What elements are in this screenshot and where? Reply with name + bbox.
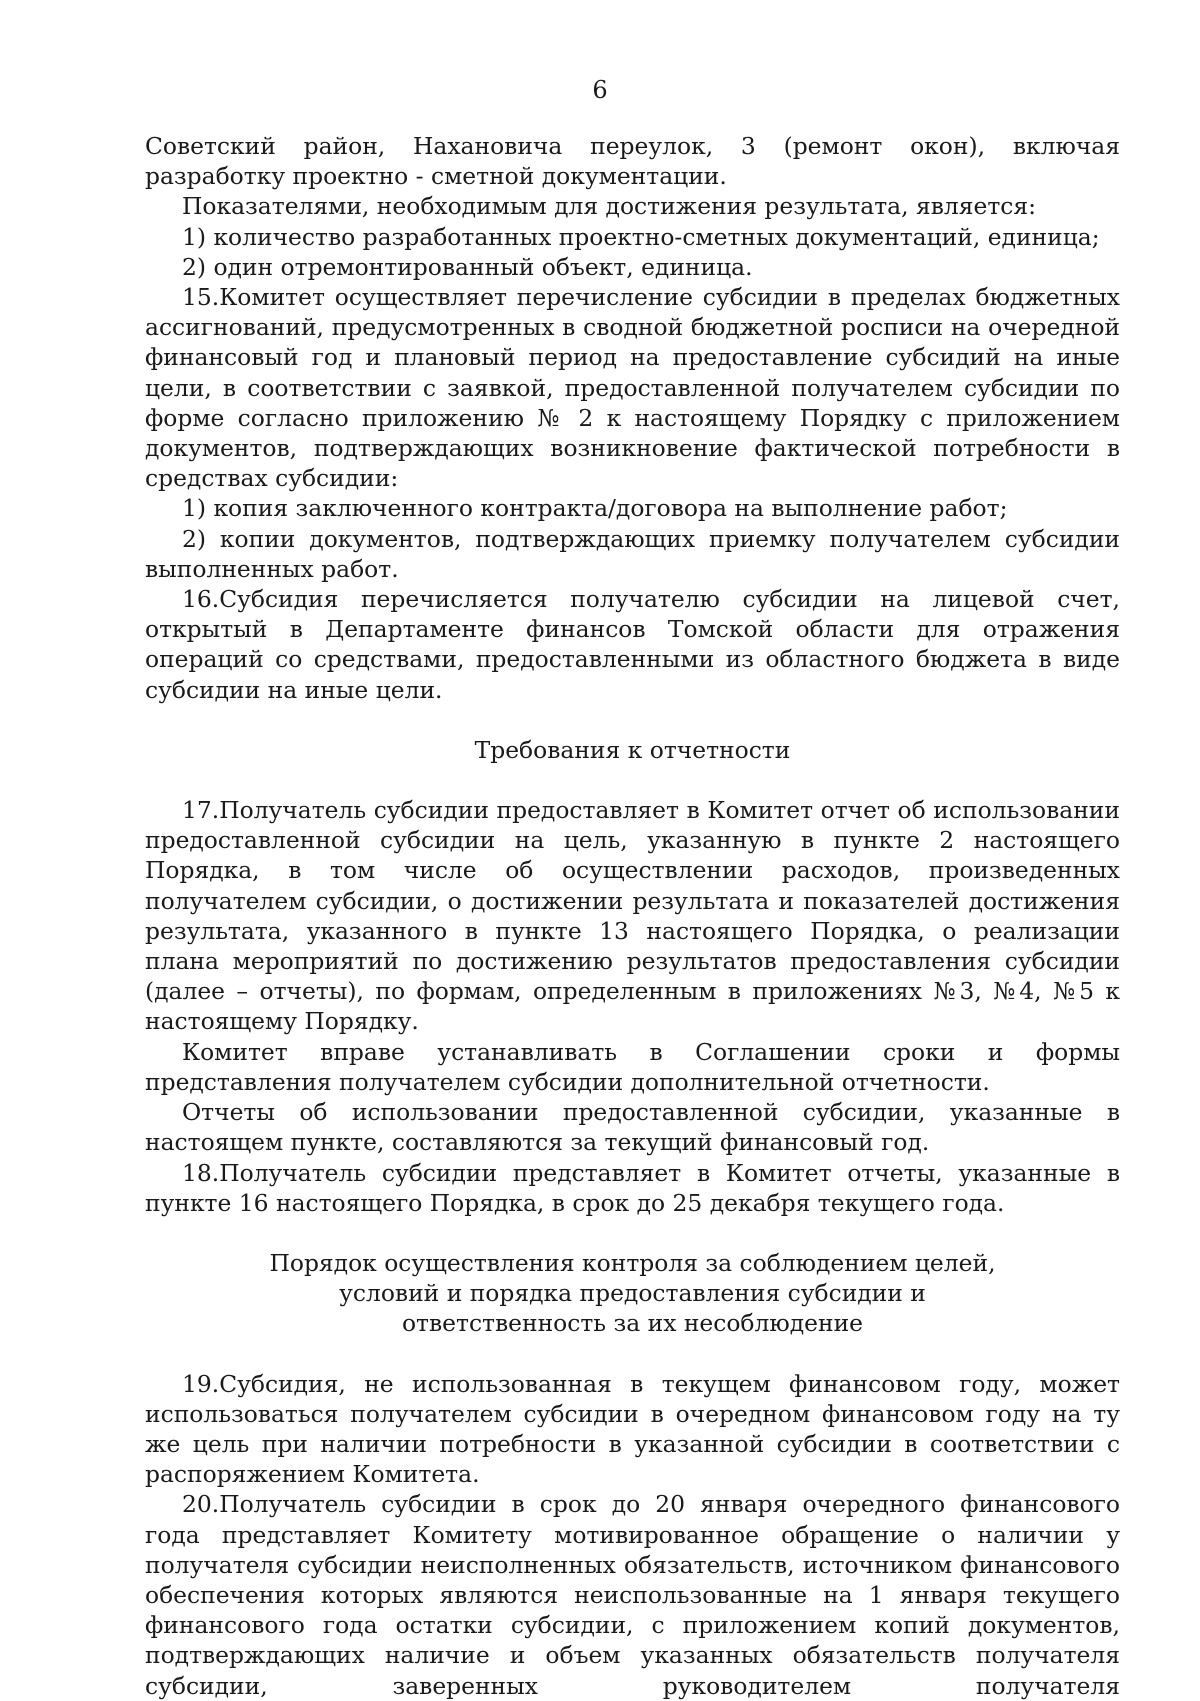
paragraph: Комитет вправе устанавливать в Соглашении сроки и формы представления получателем субсидии дополнительной отчетности.: [145, 1037, 1120, 1096]
document-body: [145, 131, 1120, 1701]
paragraph-18: 18.Получатель субсидии представляет в Комитет отчеты, указанные в пункте 16 настоящего Порядка, в срок до 25 декабря текущего года.: [145, 1158, 1120, 1217]
section-heading: Порядок осуществления контроля за соблюдением целей, условий и порядка предоставления субсидии и ответственность за их несоблюдение: [269, 1248, 996, 1338]
paragraph-20: 20.Получатель субсидии в срок до 20 января очередного финансового года представляет Комитету мотивированное обращение о наличии у получателя субсидии неисполненных обязательств, источником финансового обеспечения которых являются неиспользованные на 1 января текущего финансового года остатки субсидии, с приложением копий документов, подтверждающих наличие и объем указанных обязательств получателя субсидии, заверенных руководителем получателя: [145, 1490, 1120, 1700]
section-heading: Требования к отчетности: [474, 735, 791, 764]
section-gap: [145, 705, 1120, 735]
paragraph: Советский район, Нахановича переулок, 3 (ремонт окон), включая разработку проектно - сметной документации.: [145, 132, 1120, 191]
page-number: 6: [592, 76, 608, 104]
paragraph-19: 19.Субсидия, не использованная в текущем финансовом году, может использоваться получателем субсидии в очередном финансовом году на ту же цель при наличии потребности в указанной субсидии в соответствии с распоряжением Комитета.: [145, 1369, 1120, 1489]
paragraph-15: 15.Комитет осуществляет перечисление субсидии в пределах бюджетных ассигнований, предусмотренных в сводной бюджетной росписи на очередной финансовый год и плановый период на предоставление субсидий на иные цели, в соответствии с заявкой, предоставленной получателем субсидии по форме согласно приложению № 2 к настоящему Порядку с приложением документов, подтверждающих возникновение фактической потребности в средствах субсидии:: [145, 283, 1120, 493]
list-item: 2) один отремонтированный объект, единица.: [182, 252, 753, 281]
list-item: 2) копии документов, подтверждающих приемку получателем субсидии выполненных работ.: [145, 524, 1120, 583]
list-item: 1) количество разработанных проектно-сметных документаций, единица;: [182, 222, 1100, 251]
paragraph-16: 16.Субсидия перечисляется получателю субсидии на лицевой счет, открытый в Департаменте финансов Томской области для отражения операций со средствами, предоставленными из областного бюджета в виде субсидии на иные цели.: [145, 585, 1120, 704]
section-gap: [145, 765, 1120, 795]
section-gap: [145, 1218, 1120, 1248]
paragraph: Отчеты об использовании предоставленной субсидии, указанные в настоящем пункте, составляются за текущий финансовый год.: [145, 1098, 1120, 1157]
section-gap: [145, 1339, 1120, 1369]
list-item: 1) копия заключенного контракта/договора на выполнение работ;: [182, 494, 1008, 523]
paragraph: Показателями, необходимым для достижения результата, является:: [182, 192, 1037, 221]
paragraph-17: 17.Получатель субсидии предоставляет в Комитет отчет об использовании предоставленной субсидии на цель, указанную в пункте 2 настоящего Порядка, в том числе об осуществлении расходов, произведенных получателем субсидии, о достижении результата и показателей достижения результата, указанного в пункте 13 настоящего Порядка, о реализации плана мероприятий по достижению результатов предоставления субсидии (далее – отчеты), по формам, определенным в приложениях №3, №4, №5 к настоящему Порядку.: [145, 796, 1120, 1036]
